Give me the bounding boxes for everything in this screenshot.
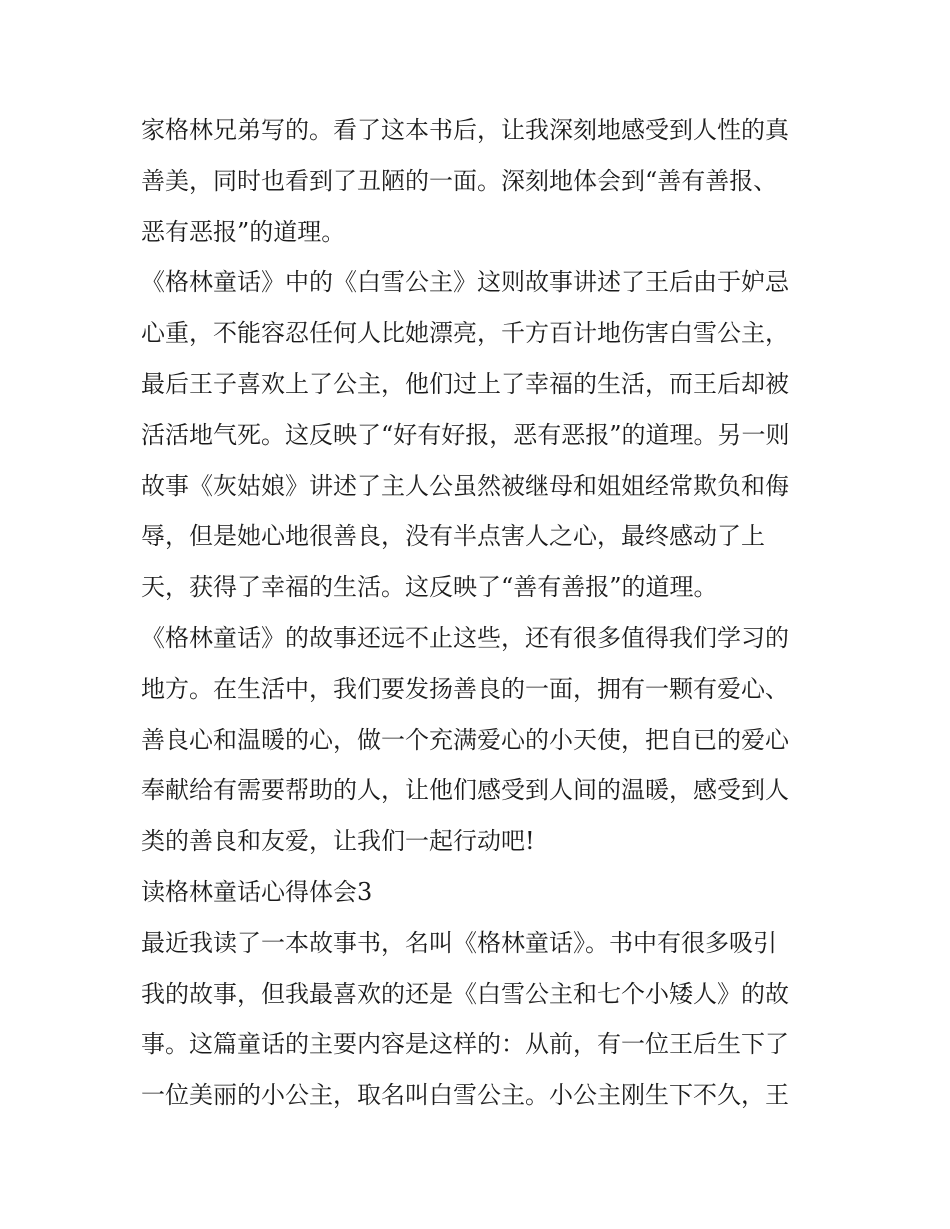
text-line: 心重，不能容忍任何人比她漂亮，千方百计地伤害白雪公主，: [141, 319, 789, 348]
text-line: 善良心和温暖的心，做一个充满爱心的小天使，把自已的爱心: [141, 725, 789, 754]
text-line: 辱，但是她心地很善良，没有半点害人之心，最终感动了上: [141, 522, 765, 551]
document-body: [141, 105, 821, 1121]
text-line: 家格林兄弟写的。看了这本书后，让我深刻地感受到人性的真: [141, 116, 789, 144]
text-line: 我的故事，但我最喜欢的还是《白雪公主和七个小矮人》的故: [141, 979, 789, 1008]
text-line: 事。这篇童话的主要内容是这样的：从前，有一位王后生下了: [141, 1030, 789, 1059]
text-line: 类的善良和友爱，让我们一起行动吧!: [141, 827, 535, 856]
text-line: 奉献给有需要帮助的人，让他们感受到人间的温暖，感受到人: [141, 776, 789, 805]
text-line: 恶有恶报”的道理。: [141, 217, 346, 246]
text-line: 《格林童话》中的《白雪公主》这则故事讲述了王后由于妒忌: [141, 268, 789, 297]
text-line: 一位美丽的小公主，取名叫白雪公主。小公主刚生下不久，王: [141, 1081, 789, 1110]
text-line: 故事《灰姑娘》讲述了主人公虽然被继母和姐姐经常欺负和侮: [141, 471, 789, 500]
text-line: 最近我读了一本故事书，名叫《格林童话》。书中有很多吸引: [141, 928, 777, 957]
text-line: 最后王子喜欢上了公主，他们过上了幸福的生活，而王后却被: [141, 369, 789, 398]
text-line: 《格林童话》的故事还远不止这些，还有很多值得我们学习的: [141, 623, 789, 652]
text-line: 活活地气死。这反映了“好有好报，恶有恶报”的道理。另一则: [141, 420, 790, 449]
text-line: 地方。在生活中，我们要发扬善良的一面，拥有一颗有爱心、: [141, 674, 789, 703]
section-heading: 读格林童话心得体会3: [141, 877, 373, 906]
text-line: 天，获得了幸福的生活。这反映了“善有善报”的道理。: [141, 573, 718, 602]
text-line: 善美，同时也看到了丑陋的一面。深刻地体会到“善有善报、: [141, 166, 778, 195]
